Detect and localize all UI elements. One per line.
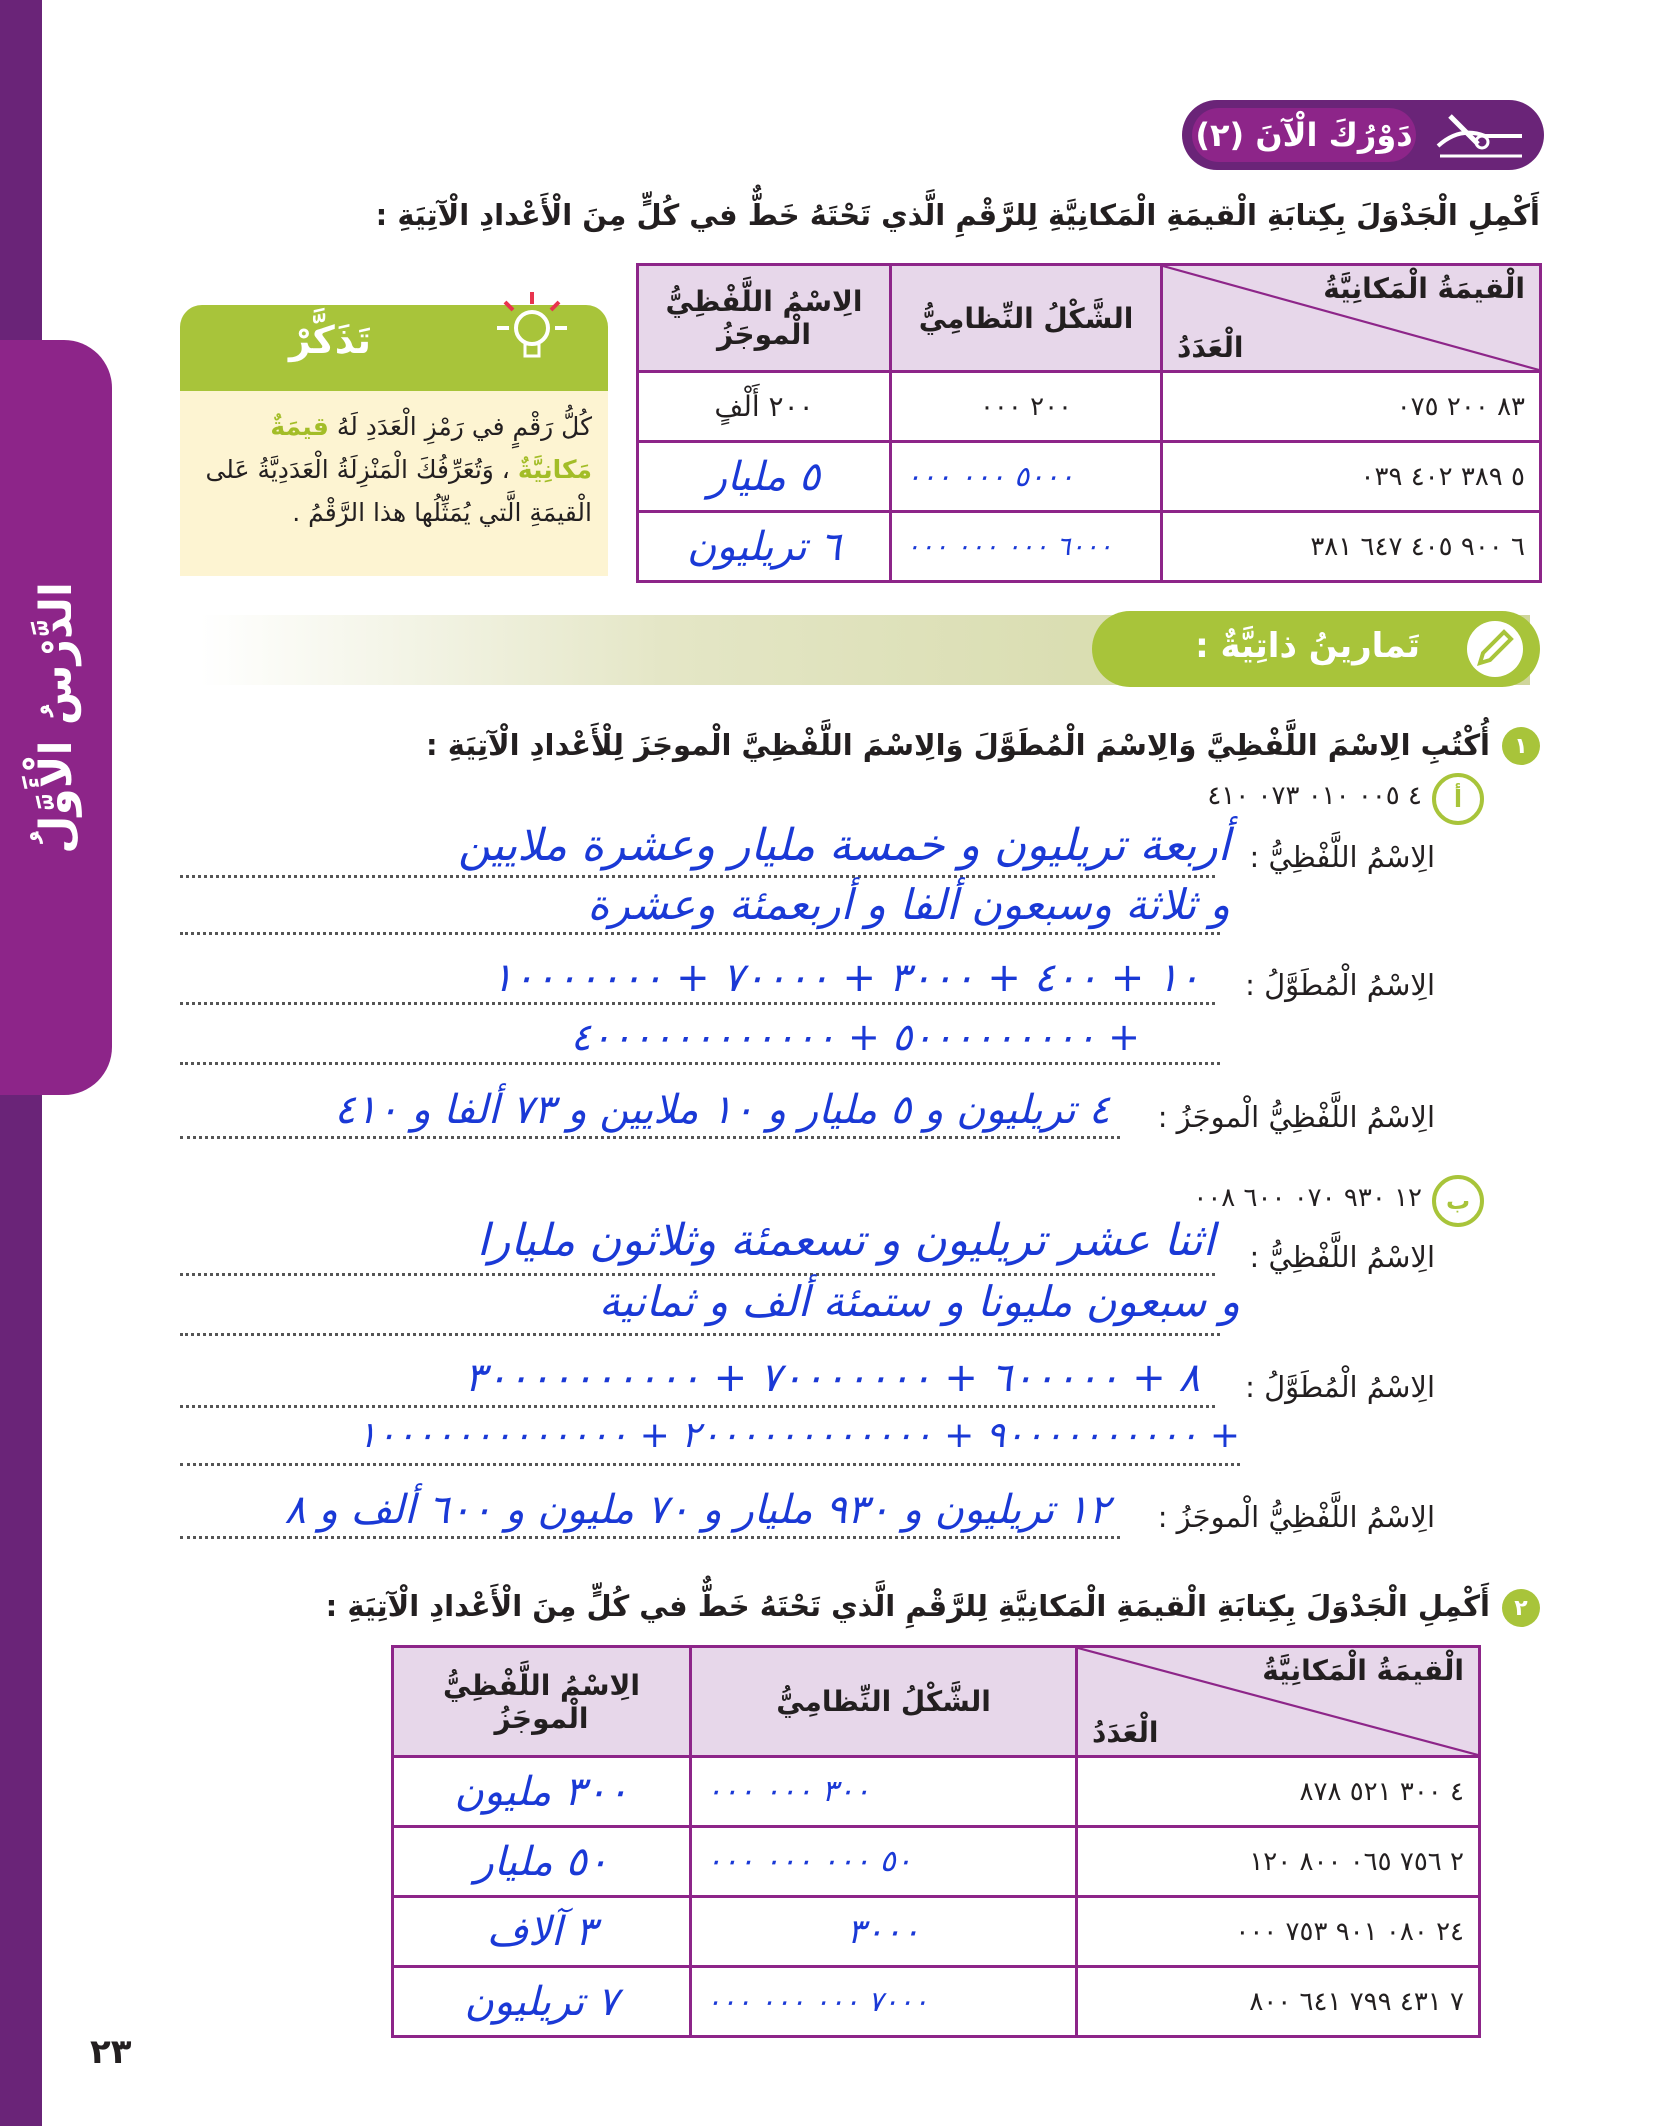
task2-cell-short[interactable]: ٣ آلاف	[393, 1897, 691, 1967]
remember-text-before: كُلُّ رَقْمٍ في رَمْزِ الْعَدَدِ لَهُ	[328, 412, 592, 441]
task2-row	[393, 1827, 1480, 1897]
task2-header-short: الِاسْمُ اللَّفْظِيُّ الْموجَزُ	[393, 1647, 691, 1757]
q1b-expanded-answer-line1[interactable]: ٨ + ٦٠٠٠٠٠ + ٧٠٠٠٠٠٠٠ + ٣٠٠٠٠٠٠٠٠٠٠	[464, 1355, 1200, 1401]
q1b-short-label: الِاسْمُ اللَّفْظِيُّ الْموجَزُ :	[1157, 1500, 1435, 1534]
question-1b-badge: ب	[1432, 1175, 1484, 1227]
q1a-short-answer[interactable]: ٤ تريليون و ٥ مليار و ١٠ ملايين و ٧٣ ألفا و ٤١٠	[334, 1087, 1110, 1133]
writing-hand-icon	[1430, 106, 1530, 164]
task2-cell-short[interactable]: ٧ تريليون	[393, 1967, 691, 2037]
your-turn-title: دَوْرُكَ الْآنَ (٢)	[1192, 108, 1416, 162]
task1-row	[638, 372, 1541, 442]
q1a-word-answer-line1[interactable]: أربعة تريليون و خمسة مليار وعشرة ملايين	[458, 820, 1230, 871]
task2-cell-short[interactable]: ٥٠ مليار	[393, 1827, 691, 1897]
task1-cell-number: ٦ ٩٠٠ ٤٠٥ ٦٤٧ ٣٨١	[1162, 512, 1541, 582]
task2-cell-number: ٧ ٤٣١ ٧٩٩ ٦٤١ ٨٠٠	[1077, 1967, 1480, 2037]
q1b-word-line2	[180, 1333, 1220, 1336]
task2-cell-standard[interactable]: ٧٠٠٠ ٠٠٠ ٠٠٠ ٠٠٠	[691, 1967, 1077, 2037]
remember-text	[196, 405, 592, 534]
question-1b-number: ١٢ ٩٣٠ ٠٧٠ ٦٠٠ ٠٠٨	[1193, 1183, 1422, 1213]
task1-header-value	[1162, 265, 1541, 372]
task2-cell-number: ٤ ٣٠٠ ٥٢١ ٨٧٨	[1077, 1757, 1480, 1827]
q1a-word-line1	[180, 875, 1215, 878]
remember-text-after: ، وَتُعَرِّفُكَ الْمَنْزِلَةُ الْعَدَدِيَّةُ عَلى الْقيمَةِ الَّتي يُمَثِّلُها هذا الرَّقْمُ .	[205, 455, 592, 527]
task2-header-standard: الشَّكْلُ النِّظامِيُّ	[691, 1647, 1077, 1757]
pencil-icon	[1452, 619, 1538, 679]
task2-row	[393, 1757, 1480, 1827]
task1-header-short: الِاسْمُ اللَّفْظِيُّ الْموجَزُ	[638, 265, 891, 372]
task1-cell-standard[interactable]: ٥٠٠٠ ٠٠٠ ٠٠٠	[891, 442, 1162, 512]
q1b-expanded-label: الِاسْمُ الْمُطَوَّلُ :	[1245, 1370, 1435, 1404]
task2-cell-number: ٢ ٧٥٦ ٠٦٥ ٨٠٠ ١٢٠	[1077, 1827, 1480, 1897]
remember-title: تَذَكَّرْ	[289, 318, 371, 362]
q1a-short-label: الِاسْمُ اللَّفْظِيُّ الْموجَزُ :	[1157, 1100, 1435, 1134]
task1-instruction: أَكْمِلِ الْجَدْوَلَ بِكِتابَةِ الْقيمَةِ الْمَكانِيَّةِ لِلرَّقْمِ الَّذي تَحْتَهُ خَطٌّ في كُلٍّ مِنَ الْأَعْدادِ الْآتِيَةِ :	[375, 198, 1540, 232]
question-2-instruction: أَكْمِلِ الْجَدْوَلَ بِكِتابَةِ الْقيمَةِ الْمَكانِيَّةِ لِلرَّقْمِ الَّذي تَحْتَهُ خَطٌّ في كُلٍّ مِنَ الْأَعْدادِ الْآتِيَةِ :	[325, 1589, 1490, 1623]
task2-cell-standard[interactable]: ٣٠٠٠	[691, 1897, 1077, 1967]
remember-highlight: قيمَةٌ مَكانِيَّةٌ	[270, 412, 592, 484]
q1b-word-label: الِاسْمُ اللَّفْظِيُّ :	[1249, 1240, 1435, 1274]
task1-header-standard: الشَّكْلُ النِّظامِيُّ	[891, 265, 1162, 372]
question-1-number: ١	[1502, 727, 1540, 765]
task1-cell-standard: ٢٠٠ ٠٠٠	[891, 372, 1162, 442]
q1a-word-label: الِاسْمُ اللَّفْظِيُّ :	[1249, 840, 1435, 874]
q1a-word-line2	[180, 932, 1220, 935]
q1b-expanded-line2	[180, 1463, 1240, 1466]
q1a-short-line	[180, 1136, 1120, 1139]
lightbulb-icon	[495, 290, 570, 372]
task1-cell-number: ٨٣ ٢٠٠ ٠٧٥	[1162, 372, 1541, 442]
q1a-expanded-answer-line2[interactable]: + ٥٠٠٠٠٠٠٠٠٠ + ٤٠٠٠٠٠٠٠٠٠٠٠٠	[570, 1015, 1140, 1059]
task2-cell-standard[interactable]: ٥٠ ٠٠٠ ٠٠٠ ٠٠٠	[691, 1827, 1077, 1897]
task2-header-value	[1077, 1647, 1480, 1757]
task1-cell-standard[interactable]: ٦٠٠٠ ٠٠٠ ٠٠٠ ٠٠٠	[891, 512, 1162, 582]
task1-row	[638, 512, 1541, 582]
task1-cell-short: ٢٠٠ أَلْفٍ	[638, 372, 891, 442]
task1-header-number: الْعَدَدُ	[1177, 331, 1244, 364]
page-number: ٢٣	[90, 2032, 132, 2072]
q1b-word-answer-line2[interactable]: و سبعون مليونا و ستمئة ألف و ثمانية	[598, 1277, 1240, 1326]
q1a-expanded-line1	[180, 1002, 1215, 1005]
task1-table	[636, 263, 1542, 583]
question-1-instruction: أُكْتُبِ الِاسْمَ اللَّفْظِيَّ وَالِاسْمَ الْمُطَوَّلَ وَالِاسْمَ اللَّفْظِيَّ الْموجَزَ لِلْأَعْدادِ الْآتِيَةِ :	[426, 728, 1490, 762]
q1b-expanded-answer-line2[interactable]: + ٩٠٠٠٠٠٠٠٠٠٠ + ٢٠٠٠٠٠٠٠٠٠٠٠٠ + ١٠٠٠٠٠٠٠٠٠٠٠٠٠	[357, 1415, 1240, 1456]
task2-row	[393, 1897, 1480, 1967]
q1b-expanded-line1	[180, 1405, 1215, 1408]
lesson-side-tab-label-wrap	[0, 340, 112, 1095]
question-2-number: ٢	[1502, 1589, 1540, 1627]
q1b-short-line	[180, 1536, 1120, 1539]
question-1a-number: ٤ ٠٠٥ ٠١٠ ٠٧٣ ٤١٠	[1207, 781, 1422, 811]
task1-row	[638, 442, 1541, 512]
task1-cell-short[interactable]: ٦ تريليون	[638, 512, 891, 582]
task2-header-value-top: الْقيمَةُ الْمَكانِيَّةُ	[1262, 1654, 1464, 1687]
task1-cell-short[interactable]: ٥ مليار	[638, 442, 891, 512]
task1-cell-number: ٥ ٣٨٩ ٤٠٢ ٠٣٩	[1162, 442, 1541, 512]
task2-row	[393, 1967, 1480, 2037]
task1-header-value-top: الْقيمَةُ الْمَكانِيَّةُ	[1323, 272, 1525, 305]
task2-header-number: الْعَدَدُ	[1092, 1716, 1159, 1749]
lesson-side-tab-label: الدَّرْسُ الْأَوَّلُ	[30, 581, 82, 854]
q1a-expanded-label: الِاسْمُ الْمُطَوَّلُ :	[1245, 968, 1435, 1002]
q1a-expanded-line2	[180, 1062, 1220, 1065]
exercises-title: تَمارينُ ذاتِيَّةٌ :	[1195, 626, 1420, 666]
question-1a-badge: أ	[1432, 773, 1484, 825]
q1b-word-answer-line1[interactable]: اثنا عشر تريليون و تسعمئة وثلاثون مليارا	[476, 1215, 1215, 1266]
q1b-word-line1	[180, 1273, 1215, 1276]
task2-cell-standard[interactable]: ٣٠٠ ٠٠٠ ٠٠٠	[691, 1757, 1077, 1827]
q1b-short-answer[interactable]: ١٢ تريليون و ٩٣٠ مليار و ٧٠ مليون و ٦٠٠ ألف و ٨	[284, 1487, 1110, 1533]
task2-table	[391, 1645, 1481, 2038]
task2-cell-short[interactable]: ٣٠٠ مليون	[393, 1757, 691, 1827]
q1a-expanded-answer-line1[interactable]: ١٠ + ٤٠٠ + ٣٠٠٠ + ٧٠٠٠٠ + ١٠٠٠٠٠٠٠	[491, 955, 1200, 1001]
q1a-word-answer-line2[interactable]: و ثلاثة وسبعون ألفا و أربعمئة وعشرة	[587, 880, 1230, 929]
task2-cell-number: ٢٤ ٠٨٠ ٩٠١ ٧٥٣ ٠٠٠	[1077, 1897, 1480, 1967]
